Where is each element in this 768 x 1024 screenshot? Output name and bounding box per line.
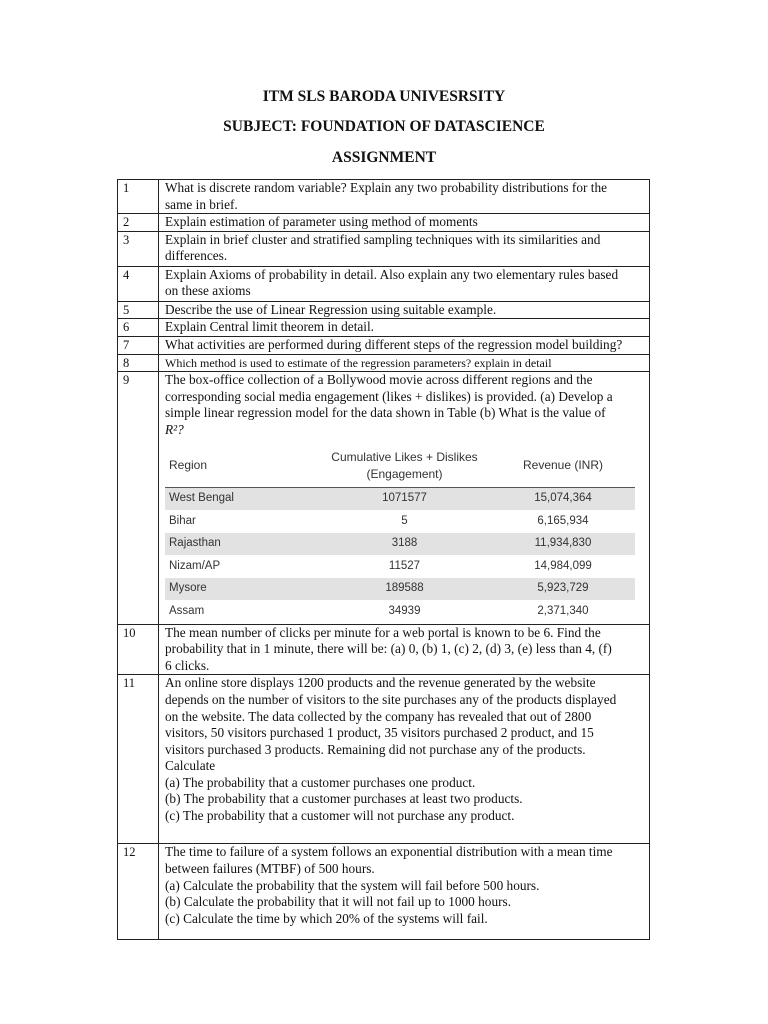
header-engagement-line1: Cumulative Likes + Dislikes: [331, 449, 478, 464]
question-number: 8: [118, 354, 159, 372]
question-text: [159, 301, 650, 319]
question-number: 10: [118, 624, 159, 675]
question-text: [159, 266, 650, 301]
questions-table: [117, 179, 650, 940]
question-line: (a) The probability that a customer purchases one product.: [165, 774, 476, 790]
question-number: 6: [118, 319, 159, 337]
question-text: [159, 180, 650, 214]
question-line: (a) Calculate the probability that the system will fail before 500 hours.: [165, 877, 540, 893]
engagement-cell: 189588: [318, 578, 491, 601]
question-line: (b) The probability that a customer purchases at least two products.: [165, 791, 523, 807]
region-cell: West Bengal: [165, 487, 318, 510]
question-line: What activities are performed during different steps of the regression model building?: [165, 336, 623, 352]
question-line: Explain estimation of parameter using method of moments: [165, 214, 478, 230]
question-text: [159, 844, 650, 940]
question-number: 9: [118, 372, 159, 624]
region-cell: Rajasthan: [165, 533, 318, 556]
engagement-cell: 5: [401, 514, 408, 527]
question-line: (c) Calculate the time by which 20% of the systems will fail.: [165, 910, 488, 926]
engagement-cell: 1071577: [318, 487, 491, 510]
question-row: [118, 844, 650, 940]
question-line: probability that in 1 minute, there will be: (a) 0, (b) 1, (c) 2, (d) 3, (e) less than 4, (f): [165, 641, 612, 657]
engagement-cell: 3188: [318, 533, 491, 556]
question-row: [118, 354, 650, 372]
table-row: [165, 600, 635, 623]
question-row: [118, 301, 650, 319]
question-line: Which method is used to estimate of the regression parameters? explain in detail: [165, 355, 552, 370]
university-title: ITM SLS BARODA UNIVESRSITY: [262, 88, 506, 105]
question-text: [159, 354, 650, 372]
question-line: The time to failure of a system follows an exponential distribution with a mean time: [165, 844, 613, 860]
question-number: 4: [118, 266, 159, 301]
revenue-cell: 11,934,830: [491, 533, 635, 556]
question-text: [159, 214, 650, 232]
question-line: Explain Axioms of probability in detail. Also explain any two elementary rules based: [165, 266, 619, 282]
question-line: Describe the use of Linear Regression using suitable example.: [165, 301, 497, 317]
question-line: Explain Central limit theorem in detail.: [165, 319, 375, 335]
table-row: [165, 510, 635, 533]
region-data-table: [165, 445, 635, 623]
question-line: What is discrete random variable? Explain any two probability distributions for the: [165, 180, 608, 195]
region-cell: Nizam/AP: [169, 559, 221, 572]
region-table-header: [165, 445, 635, 488]
revenue-cell: 6,165,934: [537, 514, 589, 527]
question-line: Explain in brief cluster and stratified sampling techniques with its similarities and: [165, 231, 601, 247]
question-line: The mean number of clicks per minute for a web portal is known to be 6. Find the: [165, 624, 601, 640]
header-region: Region: [165, 445, 318, 488]
question-line: (c) The probability that a customer will not purchase any product.: [165, 808, 515, 824]
question-row: [118, 675, 650, 844]
question-number: 7: [118, 336, 159, 354]
question-line: Calculate: [165, 758, 216, 774]
engagement-cell: 11527: [388, 559, 421, 572]
region-cell: Mysore: [165, 578, 318, 601]
question-text: [159, 675, 650, 844]
question-line: corresponding social media engagement (likes + dislikes) is provided. (a) Develop a: [165, 388, 613, 404]
question-row: [118, 180, 650, 214]
question-row: [118, 231, 650, 266]
revenue-cell: 14,984,099: [534, 559, 592, 572]
subject-title: SUBJECT: FOUNDATION OF DATASCIENCE: [223, 118, 545, 135]
question-line: simple linear regression model for the data shown in Table (b) What is the value of: [165, 405, 606, 421]
question-row: [118, 214, 650, 232]
question-line: on the website. The data collected by the company has revealed that out of 2800: [165, 708, 592, 724]
question-text: [159, 372, 650, 624]
question-text: [159, 231, 650, 266]
revenue-cell: 5,923,729: [491, 578, 635, 601]
question-line: R²?: [165, 421, 184, 437]
table-row: [165, 555, 635, 578]
header-revenue: Revenue (INR): [491, 445, 635, 488]
table-row: [165, 533, 635, 556]
question-line: (b) Calculate the probability that it will not fail up to 1000 hours.: [165, 894, 512, 910]
region-cell: Assam: [169, 604, 205, 617]
revenue-cell: 15,074,364: [491, 487, 635, 510]
question-text: [159, 319, 650, 337]
question-row: [118, 336, 650, 354]
question-line: between failures (MTBF) of 500 hours.: [165, 860, 375, 876]
question-number: 5: [118, 301, 159, 319]
header-engagement: [318, 445, 491, 488]
assignment-title: ASSIGNMENT: [331, 149, 437, 166]
question-row: [118, 372, 650, 624]
question-text: [159, 336, 650, 354]
question-line: visitors purchased 3 products. Remaining did not purchase any of the products.: [165, 741, 586, 757]
question-number: 2: [118, 214, 159, 232]
question-row: [118, 319, 650, 337]
question-row: [118, 266, 650, 301]
question-text: [159, 624, 650, 675]
region-cell: Bihar: [169, 514, 196, 527]
question-line: same in brief.: [165, 196, 238, 212]
question-row: [118, 624, 650, 675]
question-line: on these axioms: [165, 283, 251, 299]
question-line: visitors, 50 visitors purchased 1 product, 35 visitors purchased 2 product, and 15: [165, 725, 594, 741]
question-number: 12: [118, 844, 159, 940]
question-line: An online store displays 1200 products and the revenue generated by the website: [165, 675, 596, 691]
engagement-cell: 34939: [388, 604, 421, 617]
question-line: The box-office collection of a Bollywood movie across different regions and the: [165, 372, 593, 388]
question-line: differences.: [165, 248, 228, 264]
question-number: 1: [118, 180, 159, 214]
table-row: [165, 578, 635, 601]
question-line: 6 clicks.: [165, 657, 210, 673]
question-number: 11: [118, 675, 159, 844]
table-row: [165, 487, 635, 510]
header-engagement-line2: (Engagement): [366, 466, 443, 481]
revenue-cell: 2,371,340: [537, 604, 589, 617]
question-number: 3: [118, 231, 159, 266]
question-line: depends on the number of visitors to the site purchases any of the products displayed: [165, 691, 617, 707]
